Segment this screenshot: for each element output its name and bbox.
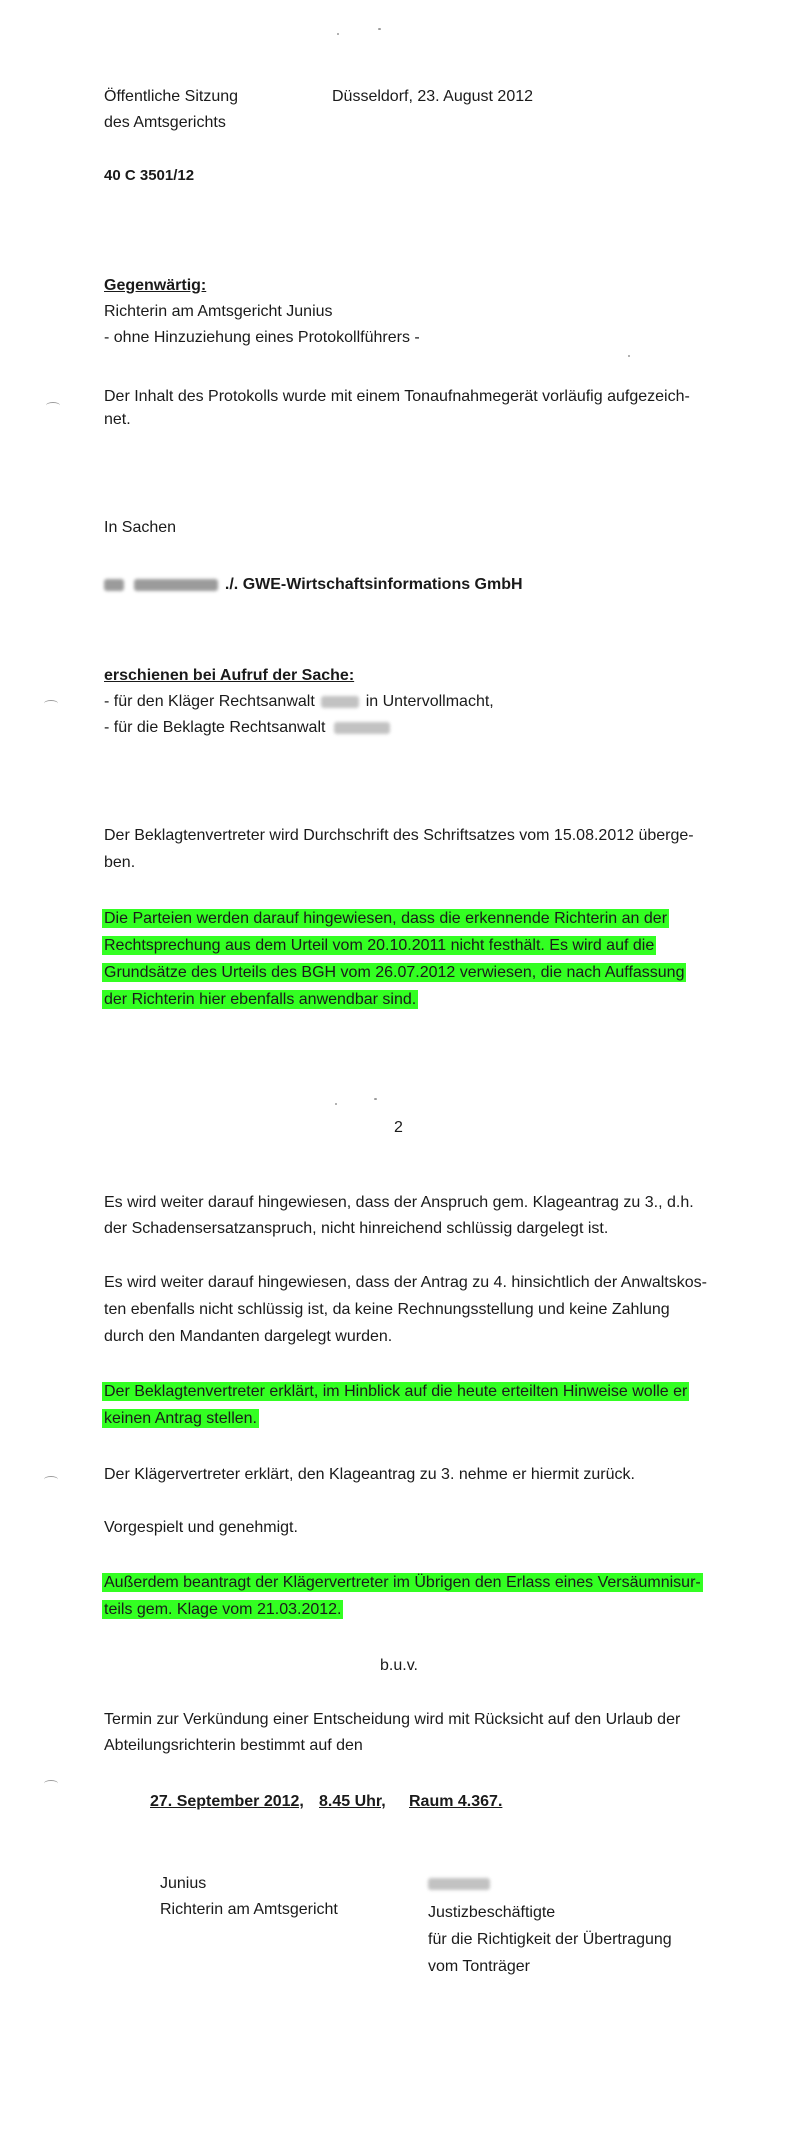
notice-fees-line-3: durch den Mandanten dargelegt wurden.	[104, 1328, 393, 1345]
default-judgment-line-1	[102, 1572, 703, 1594]
appointment-date: 27. September 2012,	[150, 1793, 304, 1810]
highlight: Der Beklagtenvertreter erklärt, im Hinblick auf die heute erteilten Hinweise wolle er	[104, 1383, 688, 1400]
highlight: keinen Antrag stellen.	[104, 1410, 257, 1427]
redacted-plaintiff-surname	[134, 579, 218, 591]
judge-signature-name: Junius	[160, 1875, 207, 1892]
highlight: Grundsätze des Urteils des BGH vom 26.07.2012 verwiesen, die nach Auffassung	[104, 964, 685, 981]
notice-fees-line-1: Es wird weiter darauf hingewiesen, dass der Antrag zu 4. hinsichtlich der Anwaltskos-	[104, 1274, 707, 1291]
clerk-line-2: für die Richtigkeit der Übertragung	[428, 1931, 672, 1948]
session-line-1: Öffentliche Sitzung	[104, 88, 239, 105]
case-number: 40 C 3501/12	[104, 167, 195, 184]
recording-note-line-2: net.	[104, 411, 131, 428]
scan-speck	[628, 355, 630, 357]
judge-line: Richterin am Amtsgericht Junius	[104, 303, 333, 320]
notice-damages-line-1: Es wird weiter darauf hingewiesen, dass der Anspruch gem. Klageantrag zu 3., d.h.	[104, 1194, 694, 1211]
scan-mark	[44, 1780, 58, 1787]
case-intro: In Sachen	[104, 519, 177, 536]
redacted-plaintiff-lawyer	[321, 696, 359, 708]
highlight: Rechtsprechung aus dem Urteil vom 20.10.2011 nicht festhält. Es wird auf die	[104, 937, 655, 954]
redacted-defendant-lawyer	[334, 722, 390, 734]
case-parties-text: ./. GWE-Wirtschaftsinformations GmbH	[224, 576, 523, 593]
appearances-heading: erschienen bei Aufruf der Sache:	[104, 667, 355, 684]
notice-bgh-line-1	[102, 908, 669, 930]
appearance-plaintiff-suffix: in Untervollmacht,	[365, 693, 494, 710]
buv-note: b.u.v.	[380, 1657, 418, 1674]
copy-handover-line-2: ben.	[104, 854, 136, 871]
scan-mark	[44, 700, 58, 707]
notice-fees-line-2: ten ebenfalls nicht schlüssig ist, da keine Rechnungsstellung und keine Zahlung	[104, 1301, 670, 1318]
scan-speck	[337, 33, 339, 35]
present-heading: Gegenwärtig:	[104, 277, 207, 294]
clerk-signature	[428, 1873, 490, 1895]
case-parties	[104, 574, 523, 596]
clerk-title: Justizbeschäftigte	[428, 1904, 556, 1921]
announcement-line-2: Abteilungsrichterin bestimmt auf den	[104, 1737, 363, 1754]
announcement-line-1: Termin zur Verkündung einer Entscheidung wird mit Rücksicht auf den Urlaub der	[104, 1711, 681, 1728]
approved-note: Vorgespielt und genehmigt.	[104, 1519, 298, 1536]
defendant-declaration-line-1	[102, 1381, 689, 1403]
highlight: teils gem. Klage vom 21.03.2012.	[104, 1601, 342, 1618]
appearance-plaintiff	[104, 691, 494, 713]
appearance-plaintiff-prefix: - für den Kläger Rechtsanwalt	[104, 693, 315, 710]
appointment-time: 8.45 Uhr,	[319, 1793, 386, 1810]
page-number: 2	[394, 1119, 403, 1136]
notice-bgh-line-2	[102, 935, 656, 957]
appointment-room: Raum 4.367.	[409, 1793, 503, 1810]
notice-damages-line-2: der Schadensersatzanspruch, nicht hinreichend schlüssig dargelegt ist.	[104, 1220, 609, 1237]
scan-mark	[46, 402, 60, 409]
redacted-plaintiff-name	[104, 579, 124, 591]
scan-mark	[44, 1476, 58, 1483]
highlight: Außerdem beantragt der Klägervertreter im Übrigen den Erlass eines Versäumnisur-	[104, 1574, 701, 1591]
clerk-line-3: vom Tonträger	[428, 1958, 530, 1975]
scan-speck	[335, 1103, 337, 1105]
judge-signature-title: Richterin am Amtsgericht	[160, 1901, 338, 1918]
clerk-note: - ohne Hinzuziehung eines Protokollführers -	[104, 329, 420, 346]
recording-note-line-1: Der Inhalt des Protokolls wurde mit einem Tonaufnahmegerät vorläufig aufgezeich-	[104, 388, 690, 405]
plaintiff-withdrawal: Der Klägervertreter erklärt, den Klageantrag zu 3. nehme er hiermit zurück.	[104, 1466, 635, 1483]
scan-speck	[374, 1098, 377, 1100]
appearance-defendant	[104, 717, 390, 739]
appearance-defendant-prefix: - für die Beklagte Rechtsanwalt	[104, 719, 326, 736]
copy-handover-line-1: Der Beklagtenvertreter wird Durchschrift des Schriftsatzes vom 15.08.2012 überge-	[104, 827, 694, 844]
place-date: Düsseldorf, 23. August 2012	[332, 88, 534, 105]
scan-speck	[378, 28, 381, 30]
highlight: Die Parteien werden darauf hingewiesen, dass die erkennende Richterin an der	[104, 910, 668, 927]
session-line-2: des Amtsgerichts	[104, 114, 226, 131]
highlight: der Richterin hier ebenfalls anwendbar sind.	[104, 991, 417, 1008]
notice-bgh-line-4	[102, 989, 418, 1011]
notice-bgh-line-3	[102, 962, 686, 984]
default-judgment-line-2	[102, 1599, 343, 1621]
redacted-clerk-name	[428, 1878, 490, 1890]
defendant-declaration-line-2	[102, 1408, 259, 1430]
